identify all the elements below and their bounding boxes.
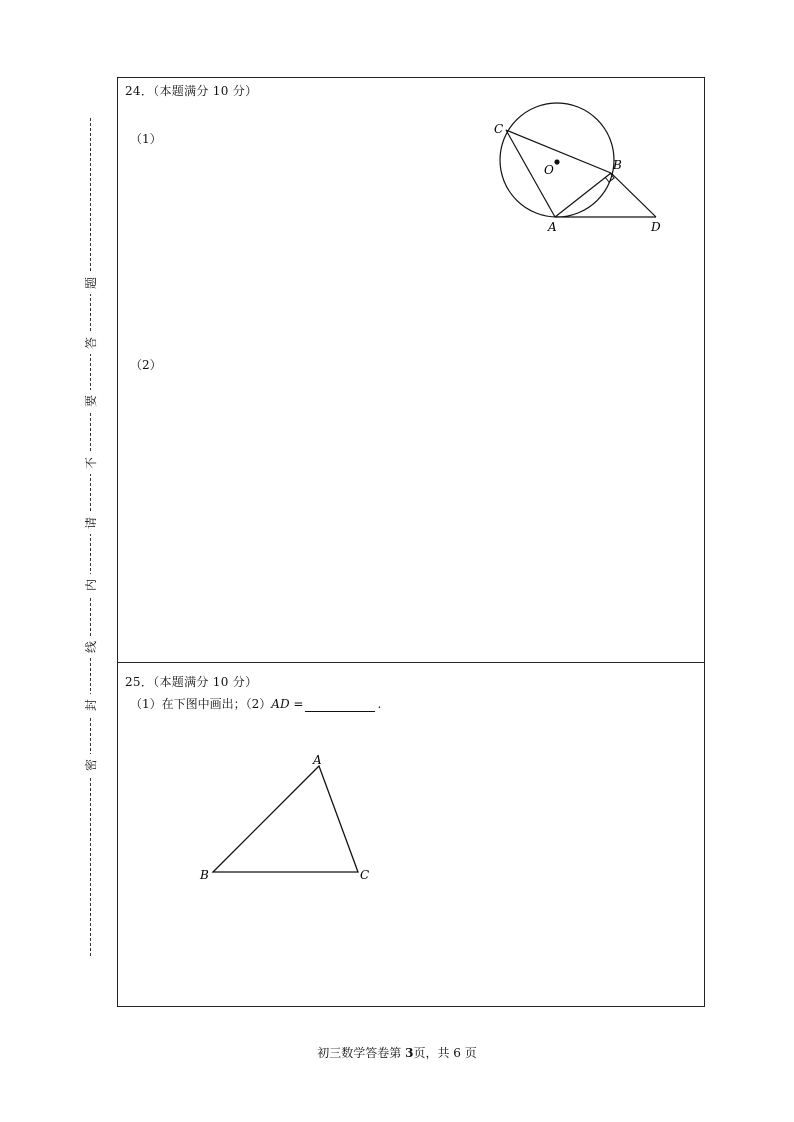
- question-24-answer-box[interactable]: [117, 77, 705, 663]
- footer-prefix: 初三数学答卷第: [317, 1046, 406, 1060]
- label-b: B: [613, 158, 622, 172]
- label-b: B: [200, 868, 209, 882]
- binding-text: [80, 118, 102, 956]
- footer-total-pages: 6: [453, 1046, 461, 1060]
- label-a: A: [548, 220, 557, 234]
- page-footer: [0, 1044, 794, 1061]
- label-d: D: [651, 220, 661, 234]
- footer-suffix: 页: [460, 1046, 477, 1060]
- binding-char: 要: [84, 390, 98, 412]
- answer-eq: =: [289, 697, 304, 711]
- binding-char: 内: [84, 574, 98, 596]
- segment-cb: [506, 130, 611, 173]
- footer-middle: 页，共: [413, 1046, 454, 1060]
- question-24-part-2-label: （2）: [130, 358, 162, 372]
- answer-end: .: [377, 697, 382, 711]
- triangle-abc: [213, 766, 358, 872]
- binding-char: 答: [84, 332, 98, 354]
- question-24-title: 24．（本题满分 10 分）: [125, 84, 258, 98]
- binding-char: 题: [84, 272, 98, 294]
- binding-char: 线: [84, 636, 98, 658]
- label-a: A: [313, 753, 322, 767]
- binding-char: 封: [84, 694, 98, 716]
- binding-char: 请: [84, 512, 98, 534]
- circle-tangent-figure: [488, 96, 688, 241]
- answer-prefix: （1）在下图中画出；（2）: [130, 697, 272, 711]
- segment-bd: [611, 173, 656, 217]
- answer-var: AD: [271, 697, 290, 711]
- question-25-title: 25．（本题满分 10 分）: [125, 675, 258, 689]
- question-24-part-1-label: （1）: [130, 132, 162, 146]
- binding-char: 不: [84, 452, 98, 474]
- question-25-answer-box[interactable]: [117, 662, 705, 1007]
- question-25-answer-line: [130, 695, 381, 712]
- label-c: C: [494, 122, 504, 136]
- binding-char: 密: [84, 754, 98, 776]
- label-o: O: [544, 163, 554, 177]
- triangle-abc-figure: [196, 751, 386, 886]
- center-point-o: [554, 159, 559, 164]
- footer-page-number: 3: [405, 1046, 414, 1060]
- label-c: C: [360, 868, 370, 882]
- ad-answer-blank[interactable]: [305, 699, 375, 712]
